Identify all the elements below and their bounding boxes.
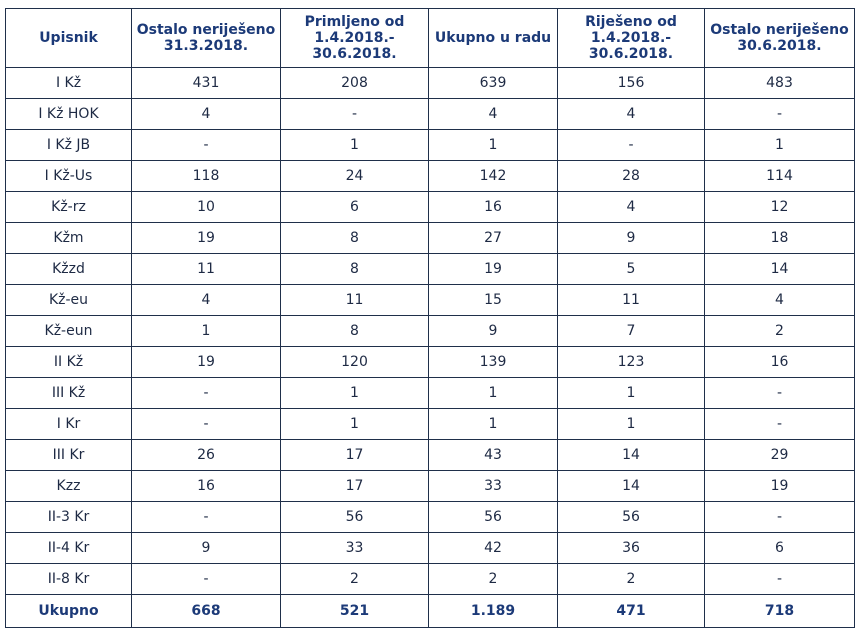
table-cell: 11: [558, 285, 705, 316]
header-upisnik: Upisnik: [6, 9, 132, 68]
table-cell: 1: [429, 378, 558, 409]
table-row: [6, 440, 855, 471]
table-cell: 33: [429, 471, 558, 502]
table-cell: 431: [132, 68, 281, 99]
table-cell: 8: [281, 316, 429, 347]
table-cell: 1: [558, 409, 705, 440]
row-label: Kžzd: [6, 254, 132, 285]
table-cell: -: [705, 99, 855, 130]
table-cell: -: [132, 130, 281, 161]
table-cell: 16: [429, 192, 558, 223]
total-label: Ukupno: [6, 595, 132, 628]
table-cell: 56: [429, 502, 558, 533]
table-cell: 1: [281, 378, 429, 409]
table-row: [6, 285, 855, 316]
table-cell: -: [132, 502, 281, 533]
table-cell: 19: [429, 254, 558, 285]
table-row: [6, 161, 855, 192]
table-cell: -: [132, 564, 281, 595]
row-label: I Kž-Us: [6, 161, 132, 192]
table-cell: 43: [429, 440, 558, 471]
table-cell: 6: [281, 192, 429, 223]
table-cell: 18: [705, 223, 855, 254]
table-row: [6, 316, 855, 347]
row-label: II-4 Kr: [6, 533, 132, 564]
row-label: III Kž: [6, 378, 132, 409]
table-cell: 19: [132, 223, 281, 254]
row-label: Kž-eun: [6, 316, 132, 347]
table-cell: 4: [132, 285, 281, 316]
table-cell: -: [705, 564, 855, 595]
header-ukupno-u-radu: Ukupno u radu: [429, 9, 558, 68]
table-body: [6, 68, 855, 628]
table-row: [6, 192, 855, 223]
table-cell: 6: [705, 533, 855, 564]
table-cell: -: [705, 378, 855, 409]
row-label: I Kž: [6, 68, 132, 99]
table-cell: 14: [705, 254, 855, 285]
table-cell: 12: [705, 192, 855, 223]
total-cell: 521: [281, 595, 429, 628]
row-label: I Kr: [6, 409, 132, 440]
table-row: [6, 254, 855, 285]
table-cell: 639: [429, 68, 558, 99]
row-label: II Kž: [6, 347, 132, 378]
table-cell: 1: [281, 409, 429, 440]
row-label: Kž-eu: [6, 285, 132, 316]
table-cell: 5: [558, 254, 705, 285]
table-cell: -: [558, 130, 705, 161]
row-label: II-3 Kr: [6, 502, 132, 533]
table-cell: 142: [429, 161, 558, 192]
total-cell: 668: [132, 595, 281, 628]
table-cell: -: [132, 378, 281, 409]
table-cell: 114: [705, 161, 855, 192]
table-cell: 16: [132, 471, 281, 502]
table-cell: 56: [281, 502, 429, 533]
table-row: [6, 409, 855, 440]
table-row: [6, 99, 855, 130]
table-cell: 26: [132, 440, 281, 471]
header-primljeno: Primljeno od 1.4.2018.- 30.6.2018.: [281, 9, 429, 68]
table-cell: 27: [429, 223, 558, 254]
row-label: III Kr: [6, 440, 132, 471]
total-cell: 471: [558, 595, 705, 628]
row-label: II-8 Kr: [6, 564, 132, 595]
table-cell: 1: [132, 316, 281, 347]
table-cell: 19: [705, 471, 855, 502]
row-label: I Kž HOK: [6, 99, 132, 130]
table-cell: 14: [558, 440, 705, 471]
statistics-table: [5, 8, 855, 628]
table-cell: -: [705, 502, 855, 533]
table-cell: 156: [558, 68, 705, 99]
table-cell: 2: [558, 564, 705, 595]
table-cell: 28: [558, 161, 705, 192]
row-label: Kžm: [6, 223, 132, 254]
table-cell: 7: [558, 316, 705, 347]
table-cell: 9: [132, 533, 281, 564]
table-cell: 11: [281, 285, 429, 316]
table-cell: 4: [429, 99, 558, 130]
table-cell: 15: [429, 285, 558, 316]
table-cell: 56: [558, 502, 705, 533]
row-label: Kž-rz: [6, 192, 132, 223]
table-cell: 1: [429, 409, 558, 440]
table-cell: 2: [705, 316, 855, 347]
table-cell: -: [281, 99, 429, 130]
table-row: [6, 471, 855, 502]
table-cell: 33: [281, 533, 429, 564]
header-row: [6, 9, 855, 68]
total-row: [6, 595, 855, 628]
table-row: [6, 68, 855, 99]
table-cell: 120: [281, 347, 429, 378]
table-cell: 1: [281, 130, 429, 161]
table-cell: 2: [429, 564, 558, 595]
header-rijeseno: Riješeno od 1.4.2018.- 30.6.2018.: [558, 9, 705, 68]
header-ostalo-nerijeseno-end: Ostalo neriješeno 30.6.2018.: [705, 9, 855, 68]
table-row: [6, 533, 855, 564]
table-cell: 1: [558, 378, 705, 409]
table-cell: 17: [281, 440, 429, 471]
table-cell: 8: [281, 223, 429, 254]
table-cell: 1: [705, 130, 855, 161]
table-cell: 8: [281, 254, 429, 285]
table-header: [6, 9, 855, 68]
table-cell: 9: [558, 223, 705, 254]
table-row: [6, 130, 855, 161]
table-cell: 4: [558, 192, 705, 223]
table-cell: 10: [132, 192, 281, 223]
table-cell: 29: [705, 440, 855, 471]
table-cell: 14: [558, 471, 705, 502]
table-cell: 139: [429, 347, 558, 378]
table-cell: 2: [281, 564, 429, 595]
table-row: [6, 564, 855, 595]
table-cell: 16: [705, 347, 855, 378]
table-cell: 483: [705, 68, 855, 99]
row-label: I Kž JB: [6, 130, 132, 161]
table-row: [6, 378, 855, 409]
table-cell: -: [132, 409, 281, 440]
table-row: [6, 502, 855, 533]
table-cell: 17: [281, 471, 429, 502]
row-label: Kzz: [6, 471, 132, 502]
table-cell: 9: [429, 316, 558, 347]
total-cell: 1.189: [429, 595, 558, 628]
total-cell: 718: [705, 595, 855, 628]
table-cell: 4: [132, 99, 281, 130]
table-cell: 42: [429, 533, 558, 564]
table-cell: -: [705, 409, 855, 440]
table-cell: 208: [281, 68, 429, 99]
table-cell: 4: [558, 99, 705, 130]
table-row: [6, 223, 855, 254]
table-cell: 36: [558, 533, 705, 564]
table-cell: 24: [281, 161, 429, 192]
table-cell: 19: [132, 347, 281, 378]
table-row: [6, 347, 855, 378]
table-cell: 123: [558, 347, 705, 378]
table-cell: 118: [132, 161, 281, 192]
table-cell: 11: [132, 254, 281, 285]
header-ostalo-nerijeseno-start: Ostalo neriješeno 31.3.2018.: [132, 9, 281, 68]
table-cell: 4: [705, 285, 855, 316]
table-cell: 1: [429, 130, 558, 161]
